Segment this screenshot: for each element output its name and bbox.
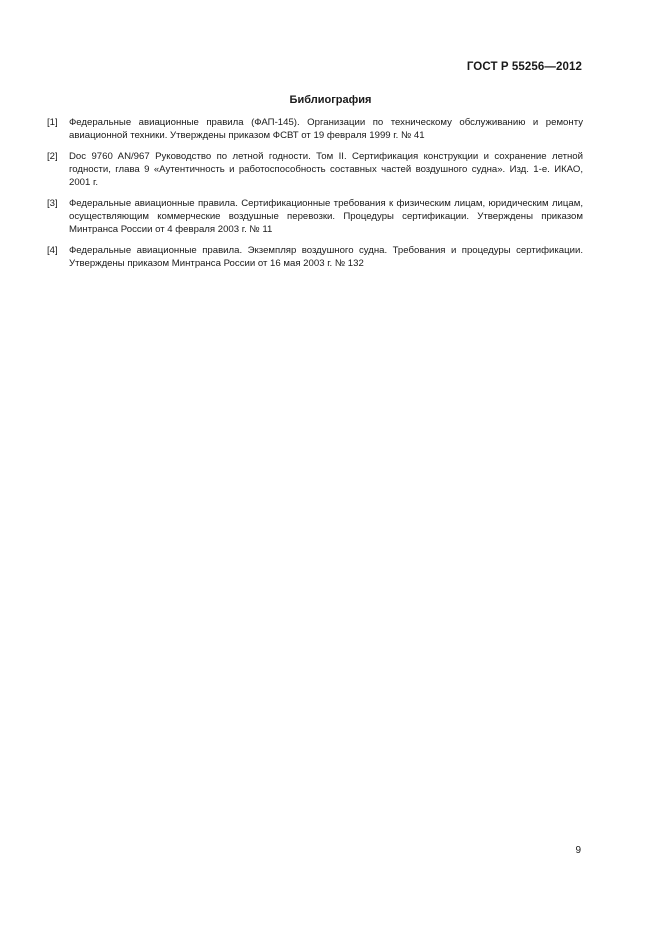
entry-text: Федеральные авиационные правила (ФАП-145). Организации по техническому обслуживанию и ремонту авиационной техники. Утверждены приказом ФСВТ от 19 февраля 1999 г. № 41: [69, 117, 583, 141]
entry-number: [4]: [47, 245, 58, 256]
bibliography-entry: [47, 197, 583, 236]
entry-text: Doc 9760 AN/967 Руководство по летной годности. Том II. Сертификация конструкции и сохранение летной годности, глава 9 «Аутентичность и работоспособность составных частей воздушного судна». Изд. 1-е. ИКАО, 2001 г.: [69, 151, 583, 188]
document-code: ГОСТ Р 55256—2012: [466, 61, 582, 73]
entry-number: [3]: [47, 198, 58, 209]
entry-number: [1]: [47, 117, 58, 128]
entry-text: Федеральные авиационные правила. Экземпляр воздушного судна. Требования и процедуры сертификации. Утверждены приказом Минтранса России от 16 мая 2003 г. № 132: [69, 245, 583, 269]
bibliography-entry: [47, 150, 583, 189]
entry-number: [2]: [47, 151, 58, 162]
entry-text: Федеральные авиационные правила. Сертификационные требования к физическим лицам, юридическим лицам, осуществляющим коммерческие воздушные перевозки. Процедуры сертификации. Утверждены приказом Минтранса России от 4 февраля 2003 г. № 11: [69, 198, 583, 235]
bibliography-list: [47, 116, 583, 278]
bibliography-entry: [47, 244, 583, 270]
page-number: 9: [575, 845, 581, 856]
bibliography-entry: [47, 116, 583, 142]
section-title: Библиография: [289, 94, 372, 106]
